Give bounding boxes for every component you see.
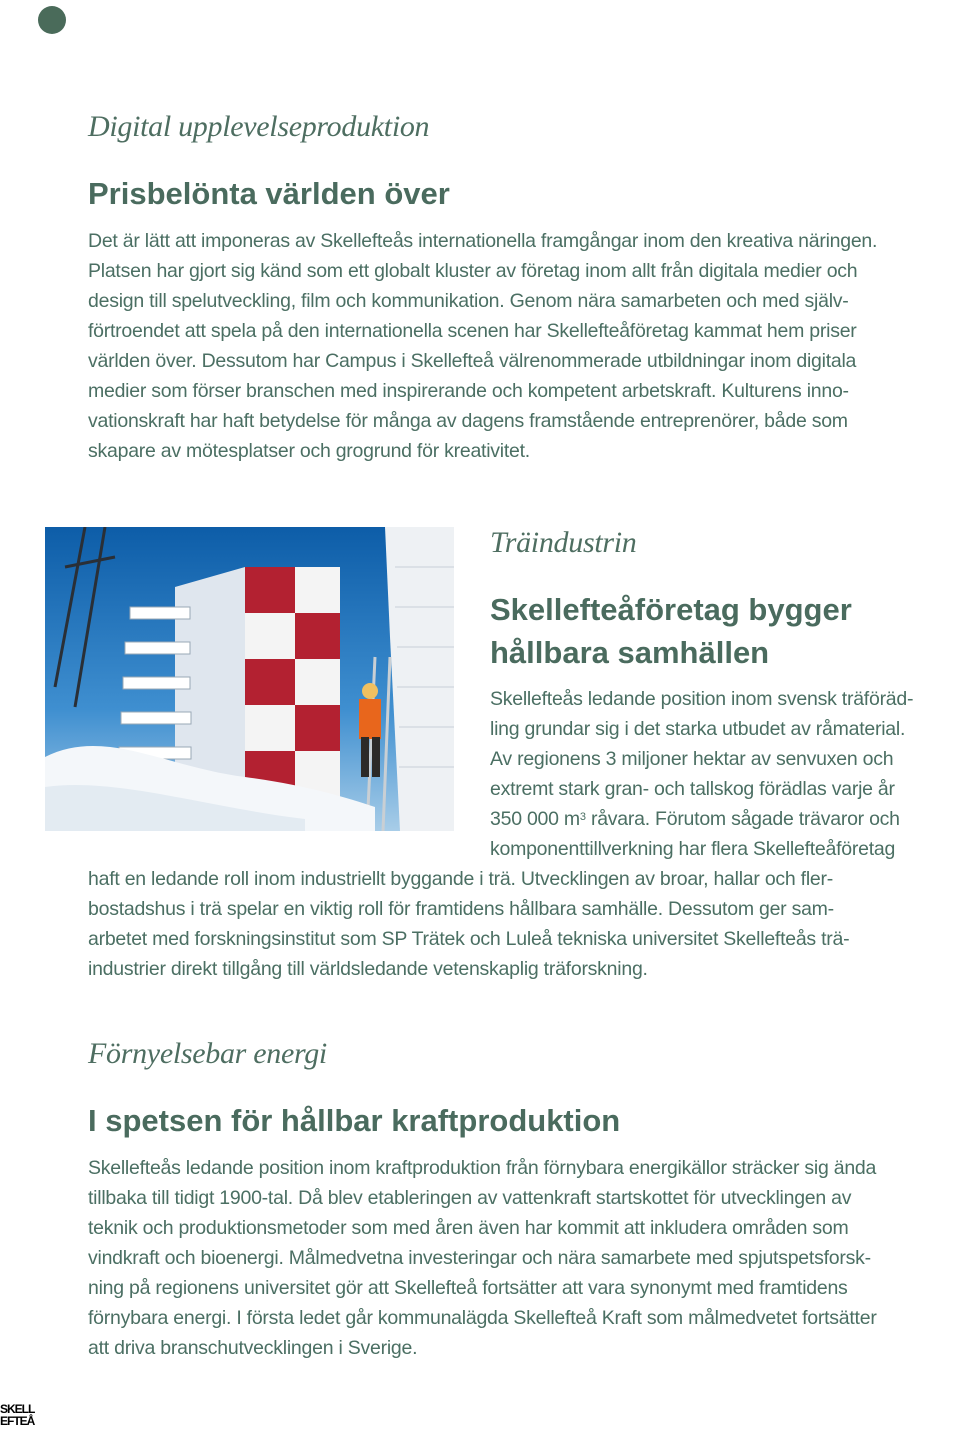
body-line [490,804,900,834]
section-kicker: Träindustrin [490,526,637,559]
body-line: teknik och produktionsmetoder som med åren även har kommit att inkludera områden som [88,1217,849,1239]
body-line: medier som förser branschen med inspirerande och kompetent arbetskraft. Kulturens inno- [88,380,849,402]
section-heading: I spetsen för hållbar kraftproduktion [88,1103,621,1138]
body-line: Skellefteås ledande position inom svensk träföräd- [490,688,914,710]
body-text: råvara. Förutom sågade trävaror och [585,808,900,830]
body-line: haft en ledande roll inom industriellt byggande i trä. Utvecklingen av broar, hallar och fler- [88,868,834,890]
body-line: Platsen har gjort sig känd som ett globalt kluster av företag inom allt från digitala medier och [88,260,858,282]
body-text: 350 000 m [490,808,580,830]
body-line: Det är lätt att imponeras av Skellefteås internationella framgångar inom den kreativa näringen. [88,230,878,252]
body-line: vindkraft och bioenergi. Målmedvetna investeringar och nära samarbete med spjutspetsforsk- [88,1247,871,1269]
section-heading-line1: Skellefteåföretag bygger [490,592,852,627]
section-heading-line2: hållbara samhällen [490,635,770,670]
building-photo-illustration [45,527,454,831]
page-marker-dot [38,6,66,34]
superscript: 3 [579,811,586,823]
body-line: tillbaka till tidigt 1900-tal. Då blev etableringen av vattenkraft startskottet för utvecklingen av [88,1187,852,1209]
body-line: arbetet med forskningsinstitut som SP Trätek och Luleå tekniska universitet Skellefteås trä- [88,928,850,950]
building-photo [45,527,454,831]
body-line: extremt stark gran- och tallskog förädlas varje år [490,778,895,800]
body-line: komponenttillverkning har flera Skellefteåföretag [490,838,896,860]
body-line: industrier direkt tillgång till världsledande vetenskaplig träforskning. [88,958,648,980]
body-line: världen över. Dessutom har Campus i Skellefteå välrenommerade utbildningar inom digitala [88,350,857,372]
logo-line: EFTEÅ [0,1414,35,1428]
body-line: Av regionens 3 miljoner hektar av senvuxen och [490,748,894,770]
body-line: ning på regionens universitet gör att Skellefteå fortsätter att vara synonymt med framtidens [88,1277,848,1299]
body-line: vationskraft har haft betydelse för många av dagens framstående entreprenörer, både som [88,410,848,432]
skelleftea-logo [0,1403,48,1427]
body-line: förnybara energi. I första ledet går kommunalägda Skellefteå Kraft som målmedvetet fortsätter [88,1307,877,1329]
body-line: Skellefteås ledande position inom kraftproduktion från förnybara energikällor sträcker sig ända [88,1157,877,1179]
body-line: ling grundar sig i det starka utbudet av råmaterial. [490,718,906,740]
section-heading: Prisbelönta världen över [88,176,450,211]
body-line: att driva branschutvecklingen i Sverige. [88,1337,418,1359]
section-kicker: Förnyelsebar energi [88,1037,327,1070]
body-line: skapare av mötesplatser och grogrund för kreativitet. [88,440,530,462]
body-line: design till spelutveckling, film och kommunikation. Genom nära samarbeten och med själv- [88,290,849,312]
logo-line: SKELL [0,1402,35,1416]
body-line: förtroendet att spela på den internationella scenen har Skellefteåföretag kammat hem priser [88,320,857,342]
section-kicker: Digital upplevelseproduktion [88,110,430,143]
body-line: bostadshus i trä spelar en viktig roll för framtidens hållbara samhälle. Dessutom ger sam- [88,898,834,920]
